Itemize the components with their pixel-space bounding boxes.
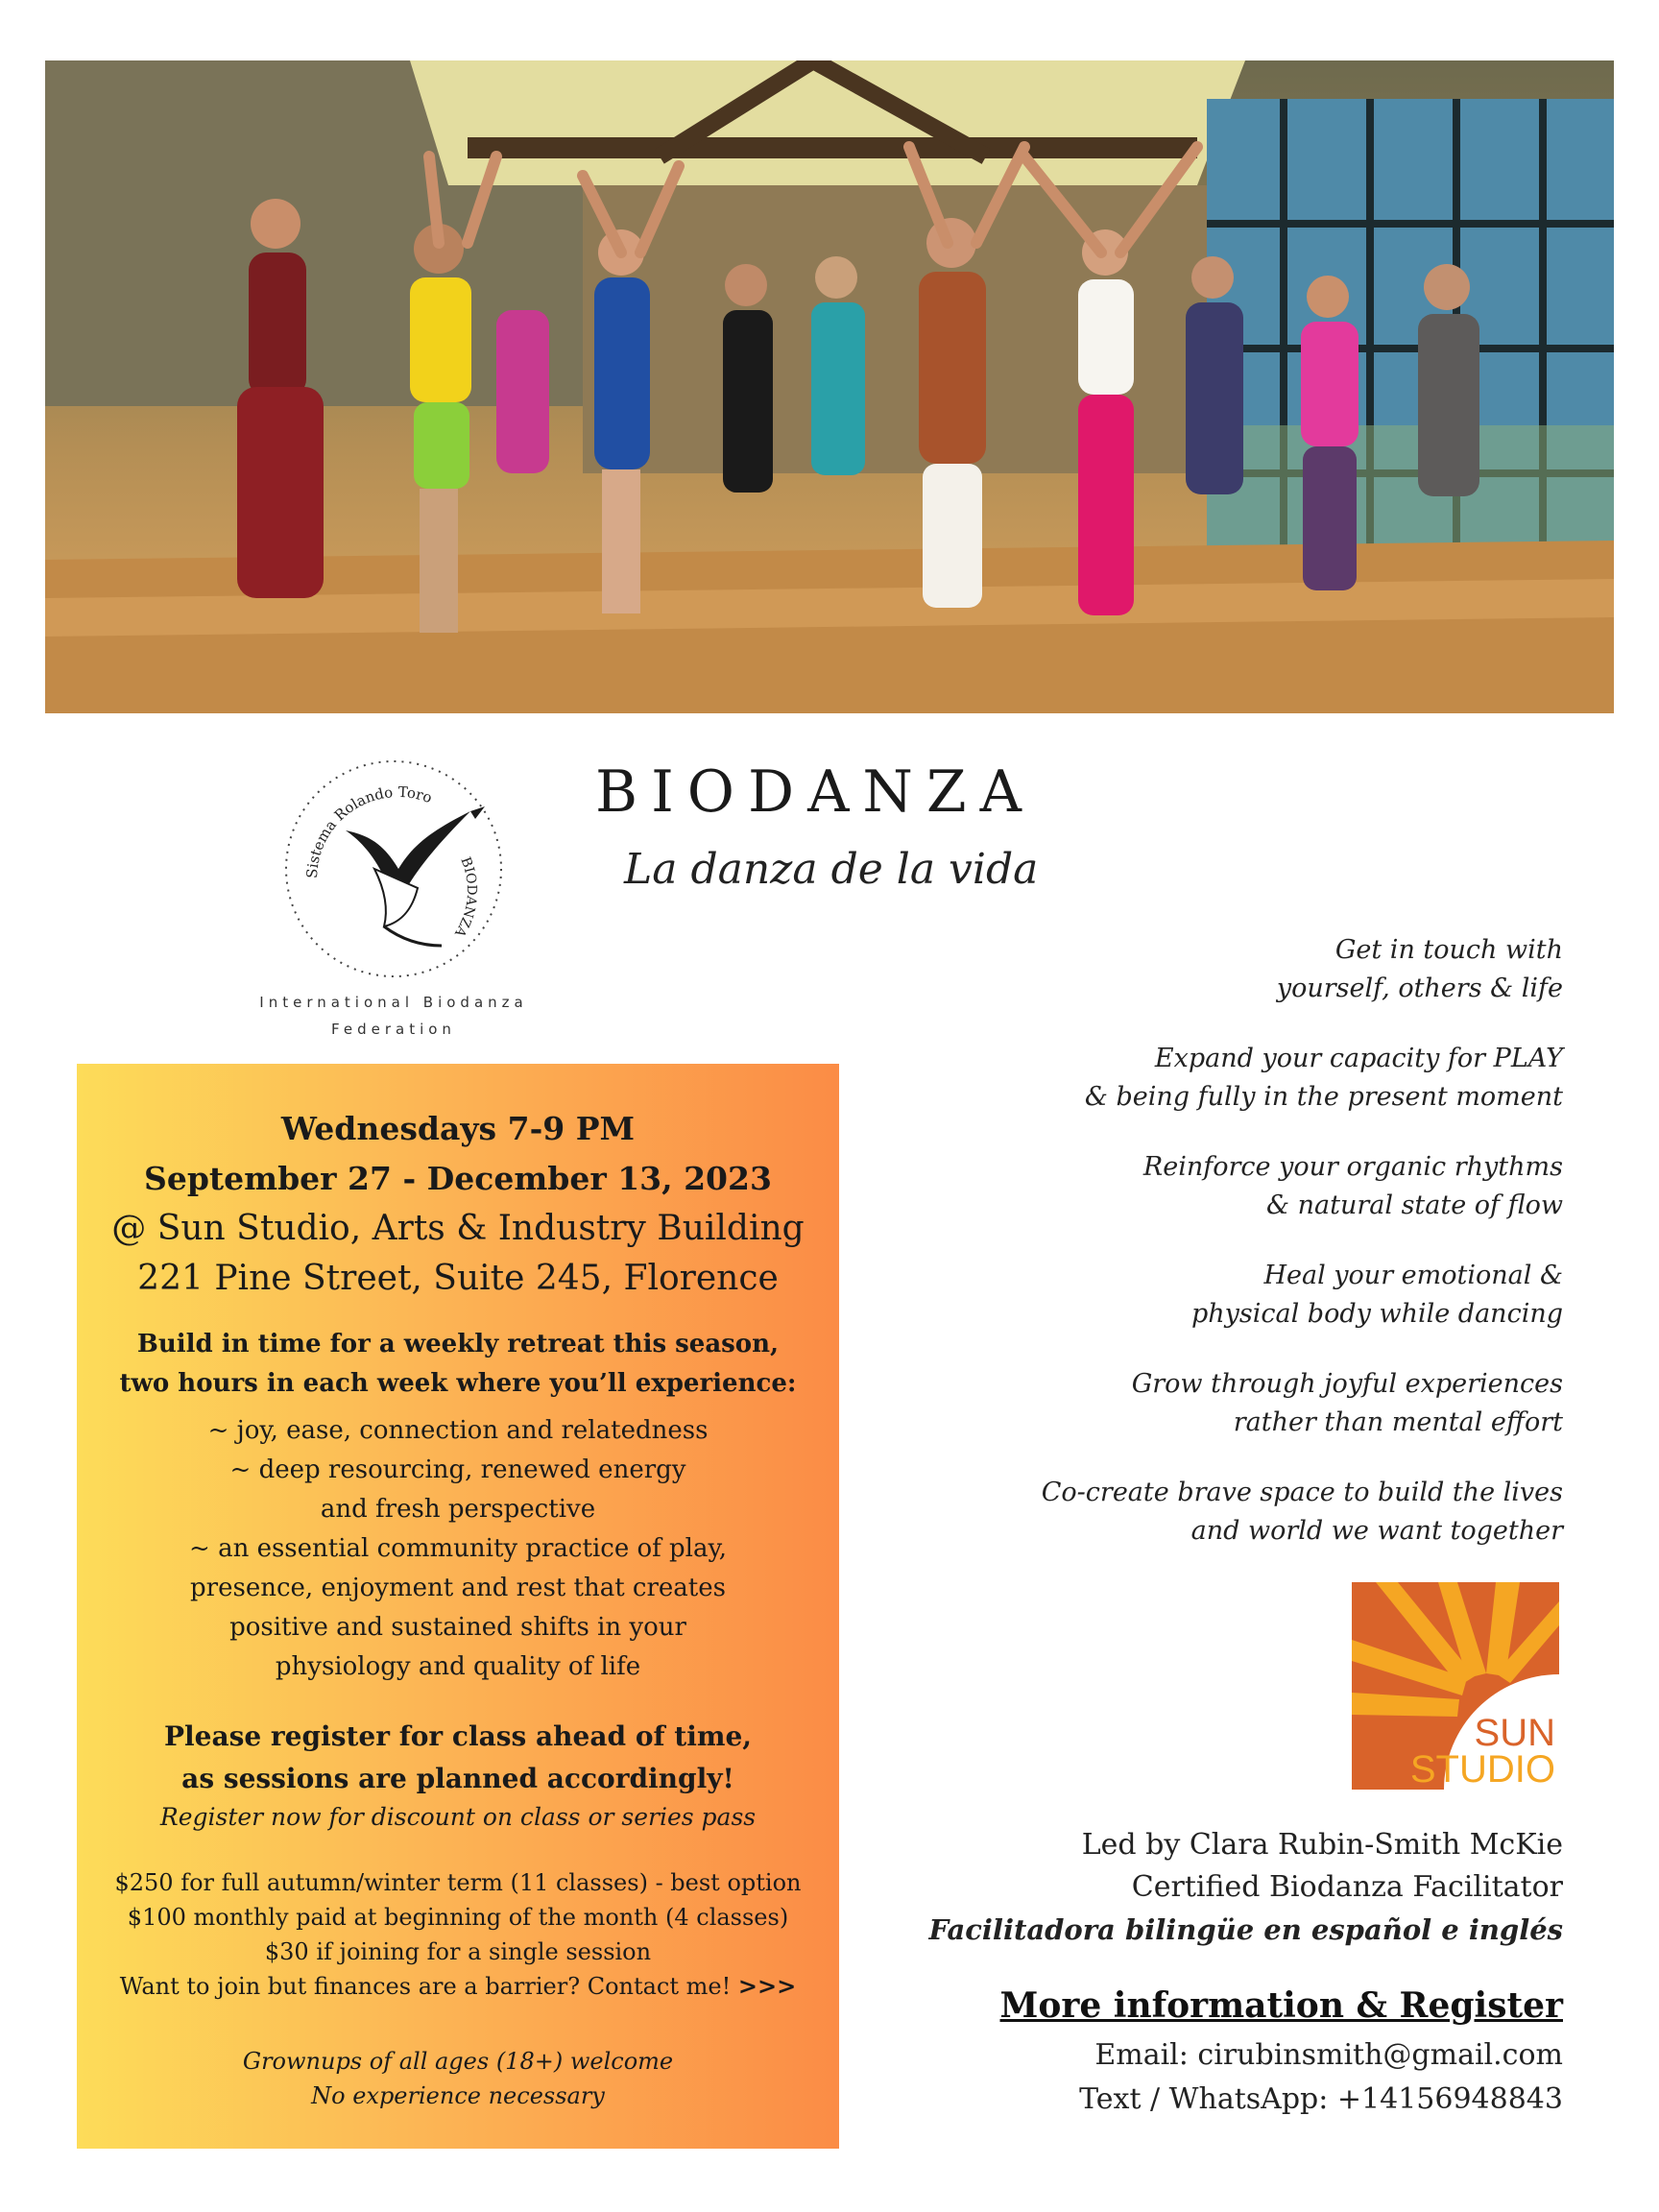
register-notice (77, 1716, 839, 1800)
list-item: positive and sustained shifts in your (229, 1613, 686, 1642)
schedule-days: Wednesdays 7-9 PM (280, 1110, 636, 1147)
benefit-line: rather than mental effort (1233, 1407, 1563, 1437)
benefit-line: Get in touch with (1334, 935, 1563, 965)
list-item: ~ joy, ease, connection and relatedness (207, 1416, 709, 1445)
price-item: $100 monthly paid at beginning of the month (4 classes) (127, 1904, 789, 1931)
register-discount: Register now for discount on class or series pass (159, 1803, 757, 1831)
benefit-line: Reinforce your organic rhythms (1142, 1152, 1563, 1182)
price-item: $30 if joining for a single session (264, 1938, 652, 1965)
experience-list (77, 1411, 839, 1687)
logo-studio-text: STUDIO (1409, 1748, 1555, 1790)
benefit-line: yourself, others & life (1276, 974, 1563, 1003)
venue-address: 221 Pine Street, Suite 245, Florence (137, 1259, 779, 1298)
facilitator-cert: Certified Biodanza Facilitator (1131, 1870, 1563, 1904)
contact-phone[interactable]: Text / WhatsApp: +14156948843 (1079, 2082, 1563, 2116)
facilitator-block (795, 1824, 1563, 1951)
register-line: Please register for class ahead of time, (163, 1720, 753, 1752)
brand-tagline: La danza de la vida (624, 845, 1039, 894)
federation-name: International Biodanza Federation (259, 994, 528, 1038)
logo-sun-text: SUN (1474, 1712, 1555, 1754)
price-item: $250 for full autumn/winter term (11 classes) - best option (114, 1869, 802, 1896)
retreat-intro-line: two hours in each week where you’ll experience: (119, 1369, 797, 1398)
class-info-panel (77, 1064, 839, 2149)
list-item: and fresh perspective (320, 1495, 596, 1524)
benefits-list (795, 931, 1563, 1582)
benefit-line: & natural state of flow (1266, 1190, 1563, 1220)
benefit-line: & being fully in the present moment (1084, 1082, 1563, 1112)
federation-logo (278, 754, 509, 984)
logo-side-text: BIODANZA (451, 854, 479, 940)
schedule-block (77, 1104, 839, 1204)
welcome-note (77, 2044, 839, 2113)
benefit-line: Heal your emotional & (1263, 1261, 1563, 1290)
facilitator-name: Led by Clara Rubin-Smith McKie (1081, 1828, 1563, 1862)
schedule-dates: September 27 - December 13, 2023 (144, 1160, 772, 1197)
finances-note (77, 1969, 839, 2004)
benefit-line: physical body while dancing (1190, 1299, 1563, 1329)
contact-email[interactable]: Email: cirubinsmith@gmail.com (1094, 2038, 1563, 2072)
list-item: physiology and quality of life (275, 1652, 641, 1681)
benefit-item (795, 1257, 1563, 1334)
list-item: ~ an essential community practice of play, (189, 1534, 727, 1563)
list-item: presence, enjoyment and rest that creates (190, 1574, 726, 1602)
logo-arc-text: Sistema Rolando Toro (302, 782, 435, 879)
benefit-item (795, 1474, 1563, 1551)
benefit-line: Co-create brave space to build the lives (1041, 1478, 1563, 1507)
arrow-icon: >>> (737, 1972, 797, 2000)
facilitator-bilingual: Facilitadora bilingüe en español e inglés (928, 1913, 1563, 1946)
benefit-item (795, 931, 1563, 1008)
benefit-item (795, 1040, 1563, 1117)
price-list (77, 1865, 839, 2004)
more-info-heading: More information & Register (999, 1985, 1563, 2026)
benefit-line: Grow through joyful experiences (1131, 1369, 1563, 1399)
venue-block (77, 1204, 839, 1304)
list-item: ~ deep resourcing, renewed energy (229, 1455, 686, 1484)
retreat-intro-line: Build in time for a weekly retreat this season, (136, 1330, 780, 1358)
benefit-item (795, 1365, 1563, 1442)
benefit-item (795, 1148, 1563, 1225)
benefit-line: and world we want together (1190, 1516, 1563, 1546)
beam (468, 137, 1197, 158)
hero-photo (45, 60, 1614, 713)
welcome-line: Grownups of all ages (18+) welcome (242, 2048, 674, 2075)
venue-name: @ Sun Studio, Arts & Industry Building (111, 1209, 805, 1248)
contact-block (795, 2033, 1563, 2122)
brand-title: BIODANZA (595, 758, 1035, 826)
dancers-illustration (45, 60, 1614, 713)
finances-text: Want to join but finances are a barrier? Contact me! (119, 1973, 738, 2000)
register-line: as sessions are planned accordingly! (181, 1763, 734, 1794)
sun-studio-logo (1352, 1582, 1559, 1790)
welcome-line: No experience necessary (311, 2082, 605, 2109)
retreat-intro (77, 1325, 839, 1404)
benefit-line: Expand your capacity for PLAY (1154, 1044, 1563, 1073)
ceiling (410, 60, 1245, 185)
